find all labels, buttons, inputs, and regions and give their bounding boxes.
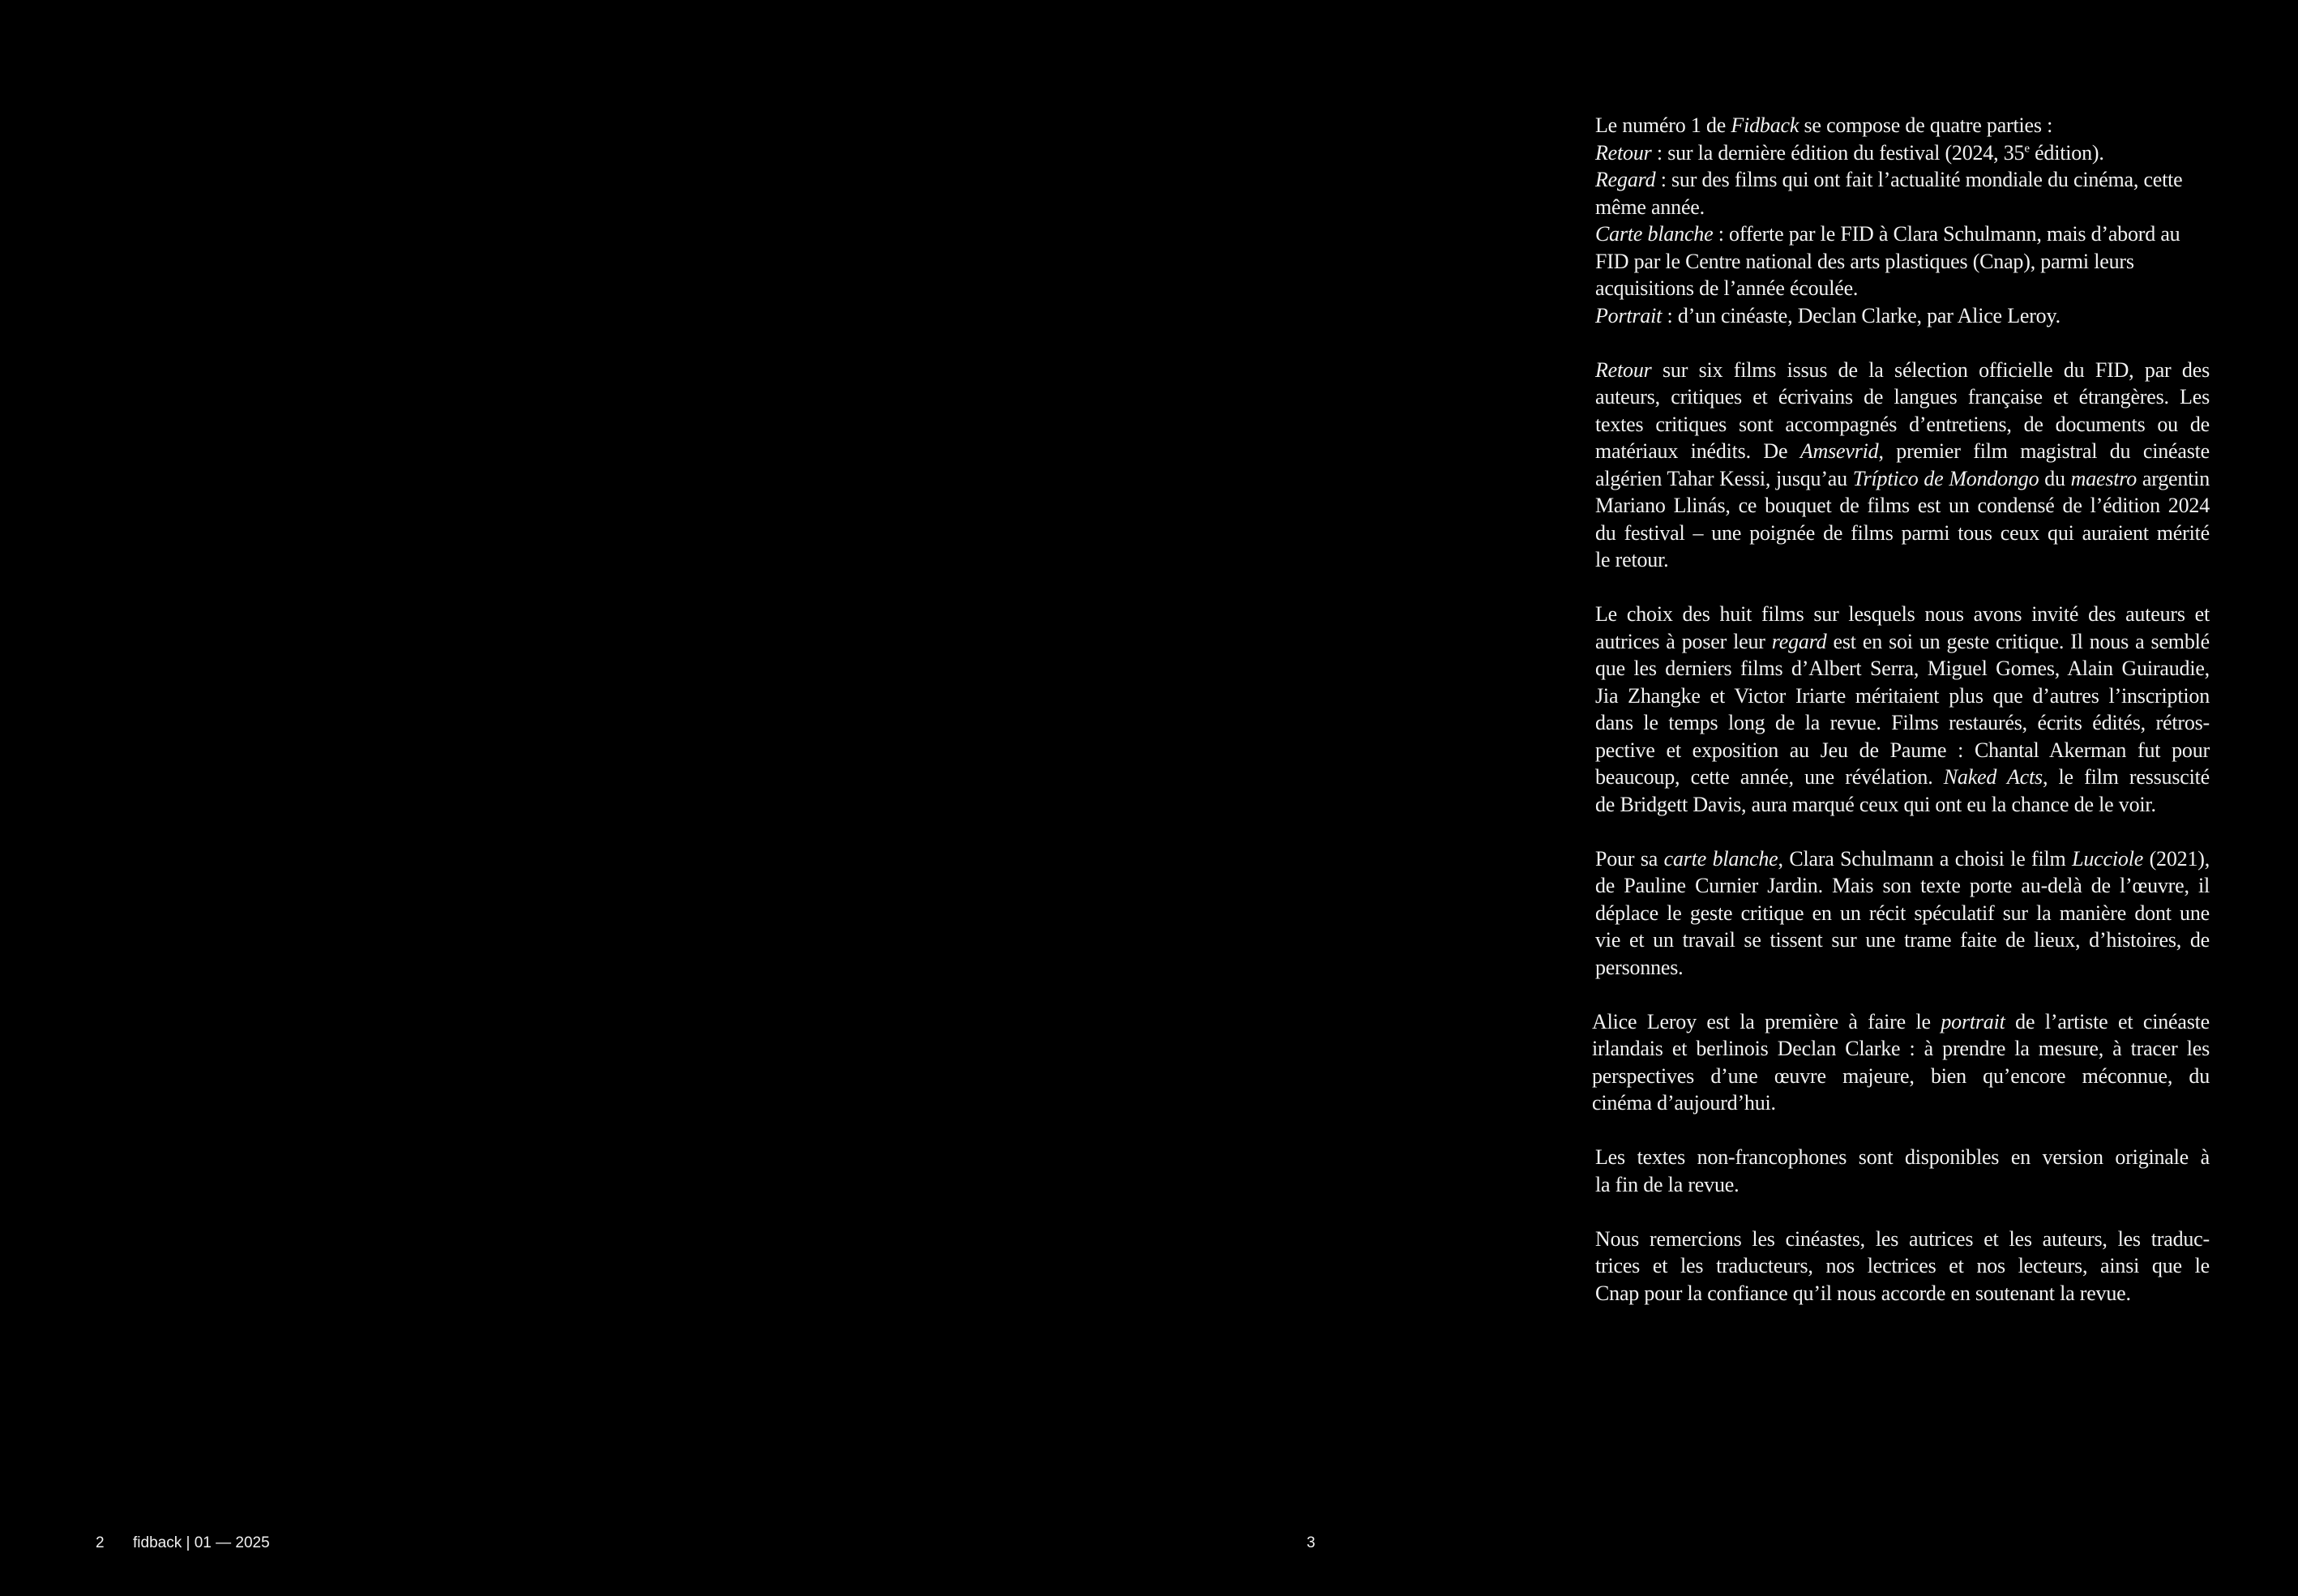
portrait-paragraph (1592, 1008, 2210, 1117)
film-title: Tríptico de Mondongo (1852, 466, 2039, 490)
text-line: Retour sur six films issus de la sélection officielle du FID, par des (1595, 357, 2210, 382)
text-line: Mariano Llinás, ce bouquet de films est un condensé de l’édition 2024 (1595, 494, 2210, 517)
text-line: Carte blanche : offerte par le FID à Clara Schulmann, mais d’abord au (1595, 222, 2180, 246)
text-line: Retour : sur la dernière édition du festival (2024, 35e édition). (1595, 140, 2104, 165)
text-line: perspectives d’une œuvre majeure, bien qu’encore méconnue, du (1592, 1063, 2210, 1088)
text-line: de Bridgett Davis, aura marqué ceux qui ont eu la chance de le voir. (1595, 792, 2156, 816)
section-label-retour: Retour (1595, 140, 1652, 165)
text-line: du festival – une poignée de films parmi tous ceux qui auraient mérité (1595, 520, 2210, 545)
translations-paragraph (1595, 1144, 2210, 1198)
text-line: Les textes non-francophones sont disponibles en version originale à (1595, 1145, 2210, 1169)
text-line: irlandais et berlinois Declan Clarke : à prendre la mesure, à tracer les (1592, 1037, 2210, 1060)
text-line: Nous remercions les cinéastes, les autrices et les auteurs, les traduc- (1595, 1226, 2210, 1251)
text-line: acquisitions de l’année écoulée. (1595, 276, 1859, 300)
text-line: algérien Tahar Kessi, jusqu’au Tríptico de Mondongo du maestro argentin (1595, 466, 2210, 490)
text-line: que les derniers films d’Albert Serra, Miguel Gomes, Alain Guiraudie, (1595, 657, 2210, 680)
right-page-number: 3 (1307, 1534, 1316, 1551)
running-title: fidback | 01 — 2025 (133, 1534, 270, 1551)
section-label-regard: Regard (1595, 168, 1656, 191)
intro-paragraph (1595, 112, 2210, 329)
editorial-text (1592, 112, 2210, 1334)
text-line: dans le temps long de la revue. Films restaurés, écrits édités, rétros- (1595, 711, 2210, 734)
film-title: Amsevrid (1799, 439, 1879, 463)
text-line: auteurs, critiques et écrivains de langues française et étrangères. Les (1595, 385, 2210, 409)
text-line: de Pauline Curnier Jardin. Mais son texte porte au-delà de l’œuvre, il (1595, 874, 2210, 897)
text-line: Jia Zhangke et Victor Iriarte méritaient plus que d’autres l’inscription (1595, 683, 2210, 708)
text-line: déplace le geste critique en un récit spéculatif sur la manière dont une (1595, 901, 2210, 925)
film-title: Naked Acts (1943, 765, 2043, 789)
text-line: Le choix des huit films sur lesquels nous avons invité des auteurs et (1595, 602, 2210, 626)
text-line: Pour sa carte blanche, Clara Schulmann a choisi le film Lucciole (2021), (1595, 846, 2210, 871)
text-line: Regard : sur des films qui ont fait l’actualité mondiale du cinéma, cette (1595, 168, 2183, 191)
text-line: même année. (1595, 195, 1705, 219)
text-line: personnes. (1595, 955, 1684, 979)
section-label-carte-blanche: Carte blanche (1595, 222, 1714, 246)
section-label-portrait: Portrait (1595, 303, 1663, 327)
left-page-number: 2 (96, 1534, 105, 1551)
text-line: Le numéro 1 de Fidback se compose de quatre parties : (1595, 113, 2053, 137)
text-line: matériaux inédits. De Amsevrid, premier film magistral du cinéaste (1595, 439, 2210, 463)
text-line: le retour. (1595, 548, 1669, 571)
text-line: beaucoup, cette année, une révélation. Naked Acts, le film ressuscité (1595, 765, 2210, 789)
text-line: cinéma d’aujourd’hui. (1592, 1091, 1776, 1115)
text-line: Cnap pour la confiance qu’il nous accorde en soutenant la revue. (1595, 1281, 2131, 1305)
text-line: Alice Leroy est la première à faire le portrait de l’artiste et cinéaste (1592, 1009, 2210, 1033)
retour-paragraph (1595, 357, 2210, 574)
text-line: FID par le Centre national des arts plastiques (Cnap), parmi leurs (1595, 249, 2134, 273)
regard-paragraph (1595, 601, 2210, 818)
text-line: autrices à poser leur regard est en soi un geste critique. Il nous a semblé (1595, 629, 2210, 653)
text-line: textes critiques sont accompagnés d’entretiens, de documents ou de (1595, 412, 2210, 436)
thanks-paragraph (1595, 1226, 2210, 1307)
text-line: pective et exposition au Jeu de Paume : Chantal Akerman fut pour (1595, 738, 2210, 762)
text-line: Portrait : d’un cinéaste, Declan Clarke, par Alice Leroy. (1595, 303, 2060, 327)
film-title: Lucciole (2072, 846, 2144, 871)
magazine-title: Fidback (1731, 113, 1799, 137)
text-line: la fin de la revue. (1595, 1172, 1740, 1196)
text-line: trices et les traducteurs, nos lectrices et nos lecteurs, ainsi que le (1595, 1254, 2210, 1277)
text-line: vie et un travail se tissent sur une trame faite de lieux, d’histoires, de (1595, 928, 2210, 952)
carte-blanche-paragraph (1595, 845, 2210, 982)
